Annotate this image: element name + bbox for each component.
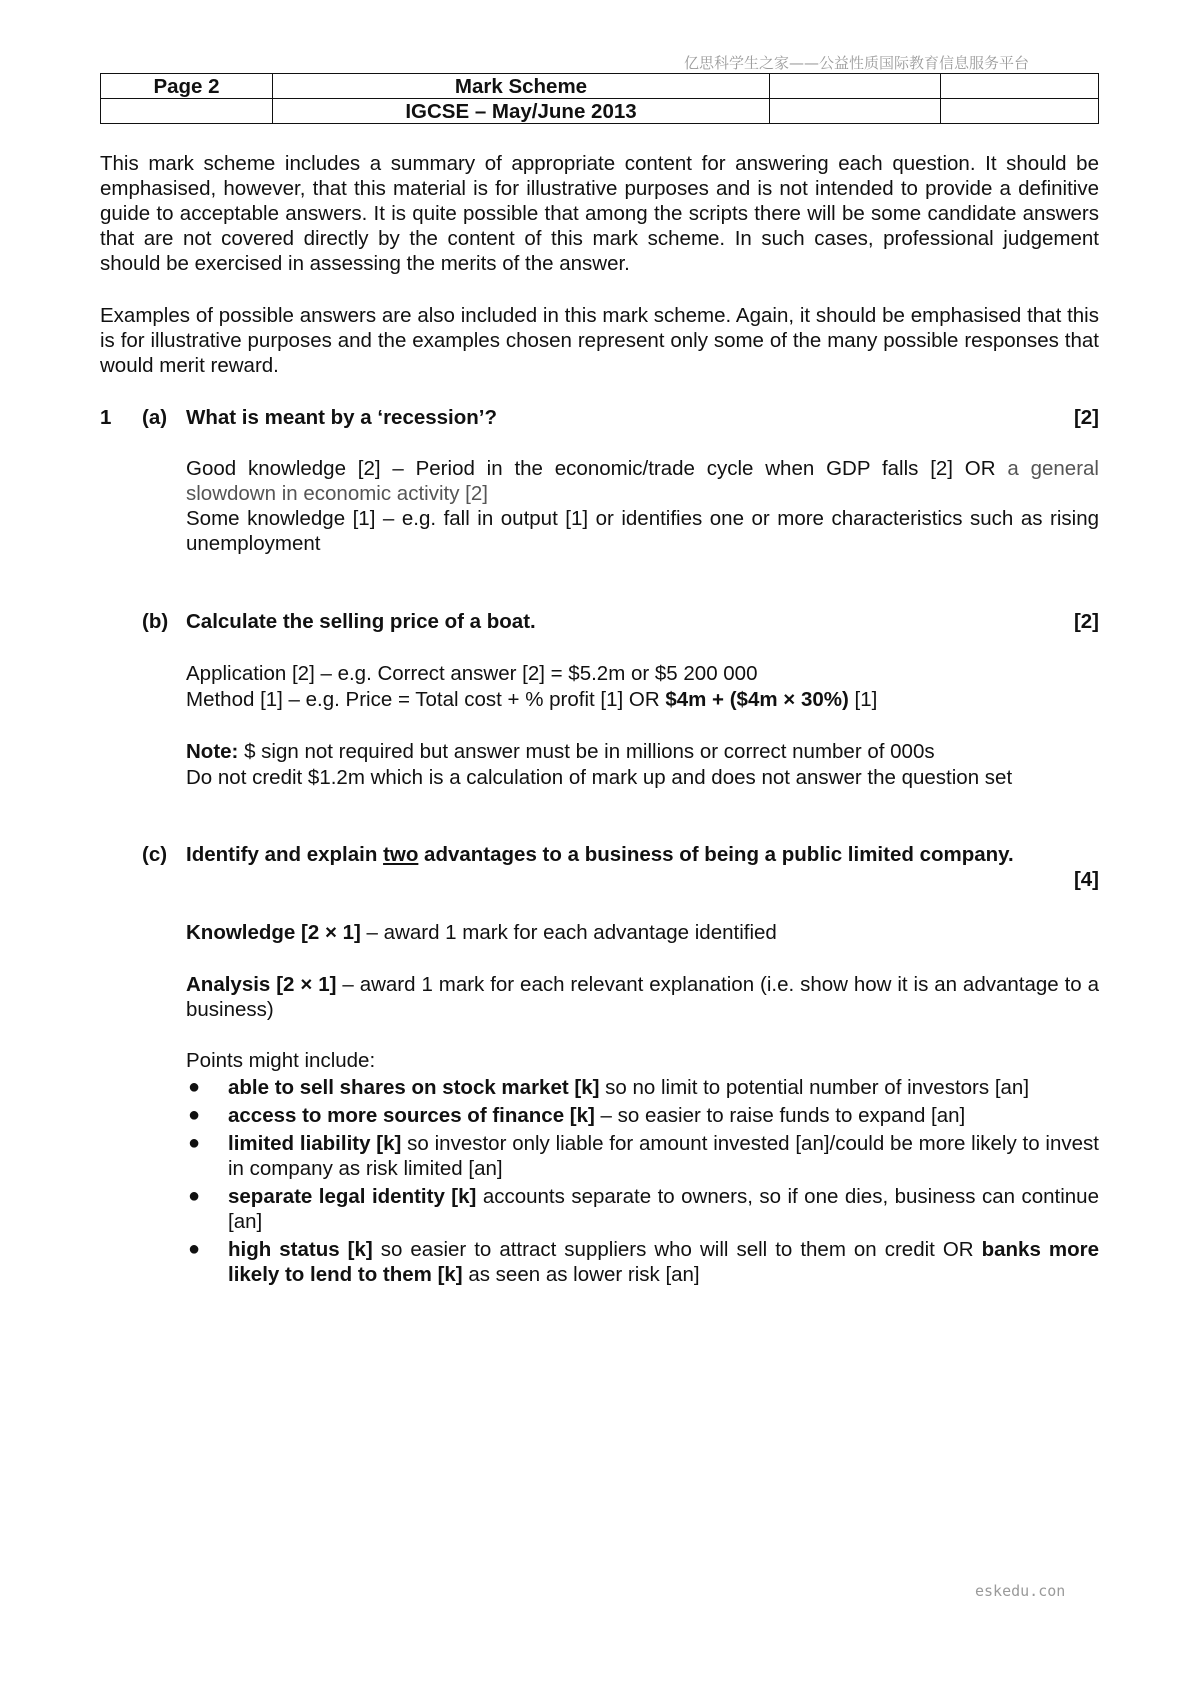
question-number: 1 xyxy=(100,406,112,429)
part-a-question: What is meant by a ‘recession’? xyxy=(186,406,498,429)
header-title: Mark Scheme xyxy=(273,74,770,99)
point-key: access to more sources of finance [k] xyxy=(228,1104,595,1127)
header-cell xyxy=(101,99,273,124)
question-text: Identify and explain xyxy=(186,843,384,866)
point-text: accounts separate to owners, so if one dies, business can continue [an] xyxy=(228,1185,1099,1233)
good-knowledge-alt: a general slowdown in economic activity [2] xyxy=(186,457,1099,505)
points-intro: Points might include: xyxy=(186,1049,376,1072)
part-b-marks: [2] xyxy=(1073,610,1099,633)
header-page: Page 2 xyxy=(101,74,273,99)
bullet-icon: ● xyxy=(188,1104,201,1126)
part-b-question: Calculate the selling price of a boat. xyxy=(186,610,536,633)
question-text: advantages to a business of being a public limited company. xyxy=(418,843,1014,866)
part-c-question xyxy=(186,842,1014,867)
part-c-analysis xyxy=(186,972,1099,1022)
list-item xyxy=(186,1075,1099,1100)
header-table xyxy=(100,73,1099,124)
analysis-text: – award 1 mark for each relevant explanation (i.e. show how it is an advantage to a business) xyxy=(186,973,1100,1021)
part-b-method xyxy=(186,687,877,712)
list-item xyxy=(186,1103,1099,1128)
point-text: – so easier to raise funds to expand [an] xyxy=(594,1104,966,1127)
header-cell xyxy=(941,99,1099,124)
part-b-label: (b) xyxy=(142,610,169,633)
point-key: high status [k] xyxy=(228,1238,373,1261)
part-a-good-knowledge xyxy=(186,456,1099,506)
part-a-marks: [2] xyxy=(1073,406,1099,429)
header-cell xyxy=(770,74,941,99)
part-b-note-2: Do not credit $1.2m which is a calculation of mark up and does not answer the question set xyxy=(186,766,1013,789)
method-mark: [1] xyxy=(848,688,878,711)
point-key: separate legal identity [k] xyxy=(228,1185,477,1208)
bullet-icon: ● xyxy=(188,1238,201,1260)
point-text: as seen as lower risk [an] xyxy=(462,1263,700,1286)
part-b-application: Application [2] – e.g. Correct answer [2] = $5.2m or $5 200 000 xyxy=(186,662,758,685)
part-a-some-knowledge: Some knowledge [1] – e.g. fall in output [1] or identifies one or more characteristics such as rising unemployment xyxy=(186,507,1099,555)
point-text: so no limit to potential number of investors [an] xyxy=(599,1076,1030,1099)
points-list xyxy=(186,1075,1099,1290)
header-cell xyxy=(770,99,941,124)
note-text: $ sign not required but answer must be in millions or correct number of 000s xyxy=(238,740,935,763)
list-item xyxy=(186,1184,1099,1234)
watermark-bottom: eskedu.con xyxy=(975,1582,1066,1600)
method-text: Method [1] – e.g. Price = Total cost + % profit [1] OR xyxy=(186,688,666,711)
part-a-label: (a) xyxy=(142,406,168,429)
watermark-top: 亿思科学生之家——公益性质国际教育信息服务平台 xyxy=(684,54,1030,72)
part-b-note xyxy=(186,739,935,764)
point-key: banks more likely to lend to them [k] xyxy=(228,1238,1099,1286)
bullet-icon: ● xyxy=(188,1185,201,1207)
analysis-label: Analysis [2 × 1] xyxy=(186,973,337,996)
knowledge-label: Knowledge [2 × 1] xyxy=(186,921,361,944)
point-key: able to sell shares on stock market [k] xyxy=(228,1076,600,1099)
point-text: so investor only liable for amount invested [an]/could be more likely to invest in company as risk limited [an] xyxy=(228,1132,1099,1180)
point-text: so easier to attract suppliers who will sell to them on credit OR xyxy=(372,1238,982,1261)
part-c-marks: [4] xyxy=(1073,868,1099,891)
header-exam: IGCSE – May/June 2013 xyxy=(273,99,770,124)
note-label: Note: xyxy=(186,740,239,763)
list-item xyxy=(186,1237,1099,1287)
intro-paragraph-1: This mark scheme includes a summary of appropriate content for answering each question. It should be emphasised, however, that this material is for illustrative purposes and is not intended to provide a definitive guide to acceptable answers. It is quite possible that among the scripts there will be some candidate answers that are not covered directly by the content of this mark scheme. In such cases, professional judgement should be exercised in assessing the merits of the answer. xyxy=(100,152,1099,275)
point-key: limited liability [k] xyxy=(228,1132,402,1155)
part-c-knowledge xyxy=(186,920,777,945)
good-knowledge-text: Good knowledge [2] – Period in the economic/trade cycle when GDP falls [2] OR xyxy=(186,457,996,480)
knowledge-text: – award 1 mark for each advantage identified xyxy=(360,921,777,944)
intro-paragraph-2: Examples of possible answers are also included in this mark scheme. Again, it should be emphasised that this is for illustrative purposes and the examples chosen represent only some of the many possible responses that would merit reward. xyxy=(100,304,1099,377)
header-cell xyxy=(941,74,1099,99)
method-formula: $4m + ($4m × 30%) xyxy=(665,688,849,711)
question-emphasis: two xyxy=(383,843,419,866)
list-item xyxy=(186,1131,1099,1181)
part-c-label: (c) xyxy=(142,843,168,866)
bullet-icon: ● xyxy=(188,1132,201,1154)
bullet-icon: ● xyxy=(188,1076,201,1098)
